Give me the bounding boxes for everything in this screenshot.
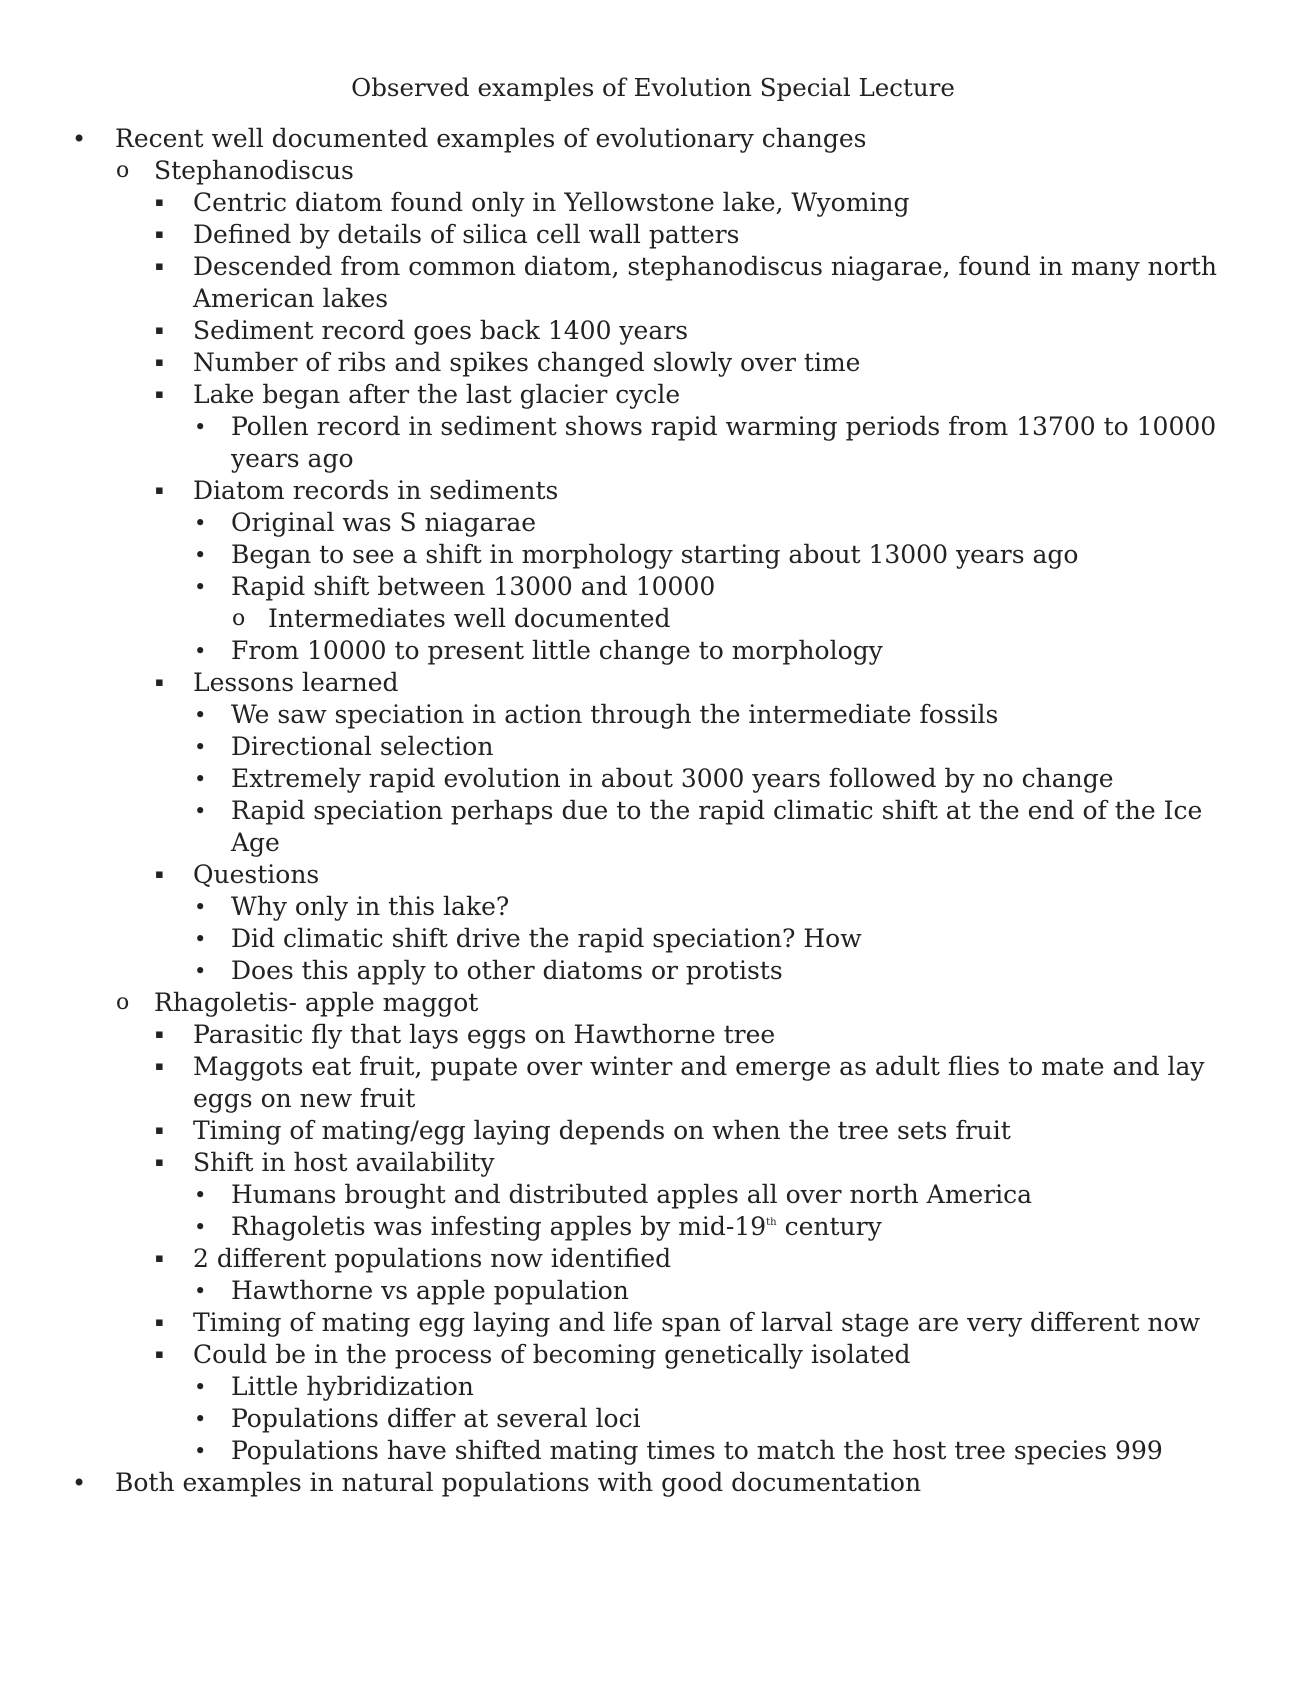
bullet-marker: • <box>194 735 207 759</box>
item-text: Humans brought and distributed apples all over north America <box>231 1180 1033 1209</box>
outline-item-text <box>231 795 1241 859</box>
item-text: 2 different populations now identified <box>193 1244 672 1273</box>
item-text: We saw speciation in action through the intermediate fossils <box>231 700 999 729</box>
outline-item-level-3 <box>0 699 1306 731</box>
bullet-marker: ▪ <box>155 1315 164 1330</box>
item-text: Parasitic fly that lays eggs on Hawthorne tree <box>193 1020 776 1049</box>
item-text: From 10000 to present little change to morphology <box>231 636 883 665</box>
outline-item-level-3 <box>0 635 1306 667</box>
outline-item-level-1 <box>0 155 1306 187</box>
bullet-marker: • <box>194 415 207 439</box>
item-text: Populations differ at several loci <box>231 1404 641 1433</box>
item-text: Intermediates well documented <box>268 604 671 633</box>
outline-item-level-3 <box>0 923 1306 955</box>
bullet-marker: o <box>232 606 246 631</box>
item-text: Diatom records in sediments <box>193 476 559 505</box>
item-text: Descended from common diatom, stephanodiscus niagarae, found in many north American lakes <box>193 252 1217 313</box>
outline-item-text <box>231 1179 1241 1211</box>
outline-item-text <box>193 1051 1233 1115</box>
outline-item-level-3 <box>0 539 1306 571</box>
outline-item-text <box>154 155 1306 187</box>
bullet-marker: • <box>194 543 207 567</box>
item-text: Rapid shift between 13000 and 10000 <box>231 572 716 601</box>
outline-item-text <box>193 251 1233 315</box>
bullet-marker: • <box>72 1469 87 1497</box>
item-text: Rhagoletis was infesting apples by mid-19 <box>231 1212 767 1241</box>
bullet-marker: • <box>194 575 207 599</box>
outline-item-level-3 <box>0 411 1306 475</box>
bullet-marker: ▪ <box>155 323 164 338</box>
outline-item-level-3 <box>0 891 1306 923</box>
outline-item-level-3 <box>0 571 1306 603</box>
item-text: Questions <box>193 860 320 889</box>
bullet-marker: ▪ <box>155 355 164 370</box>
outline-item-text <box>193 187 1233 219</box>
bullet-marker: o <box>116 990 130 1015</box>
item-text: Shift in host availability <box>193 1148 495 1177</box>
bullet-marker: ▪ <box>155 483 164 498</box>
item-text: Could be in the process of becoming genetically isolated <box>193 1340 911 1369</box>
outline-item-text <box>231 763 1241 795</box>
item-text: Began to see a shift in morphology starting about 13000 years ago <box>231 540 1079 569</box>
item-text: Timing of mating/egg laying depends on when the tree sets fruit <box>193 1116 1011 1145</box>
item-text: Did climatic shift drive the rapid speciation? How <box>231 924 862 953</box>
outline-item-text <box>193 315 1233 347</box>
outline-item-level-2 <box>0 859 1306 891</box>
item-text: Timing of mating egg laying and life span of larval stage are very different now <box>193 1308 1201 1337</box>
outline-item-text <box>231 571 1241 603</box>
outline-item-text <box>231 731 1241 763</box>
outline-item-level-2 <box>0 379 1306 411</box>
outline-item-text <box>193 859 1233 891</box>
outline-item-level-4 <box>0 603 1306 635</box>
bullet-marker: ▪ <box>155 259 164 274</box>
outline-item-level-3 <box>0 1435 1306 1467</box>
bullet-marker: ▪ <box>155 1155 164 1170</box>
bullet-marker: • <box>194 1215 207 1239</box>
outline-item-level-3 <box>0 1403 1306 1435</box>
outline-item-text <box>193 1307 1233 1339</box>
item-text: Extremely rapid evolution in about 3000 years followed by no change <box>231 764 1114 793</box>
outline-item-level-3 <box>0 731 1306 763</box>
item-text: Directional selection <box>231 732 494 761</box>
outline-item-text <box>115 1467 1306 1499</box>
outline-item-text <box>115 123 1306 155</box>
outline-item-text <box>231 411 1241 475</box>
item-text: Both examples in natural populations with good documentation <box>115 1468 922 1497</box>
bullet-marker: • <box>194 767 207 791</box>
item-text: Recent well documented examples of evolutionary changes <box>115 124 867 153</box>
bullet-marker: ▪ <box>155 195 164 210</box>
outline-item-text <box>193 667 1233 699</box>
item-text: Little hybridization <box>231 1372 474 1401</box>
item-text: Populations have shifted mating times to match the host tree species 999 <box>231 1436 1163 1465</box>
outline-item-text <box>231 891 1241 923</box>
outline-item-level-2 <box>0 315 1306 347</box>
outline-item-level-2 <box>0 1243 1306 1275</box>
outline-item-level-2 <box>0 1019 1306 1051</box>
outline-item-text <box>231 1403 1241 1435</box>
outline-item-level-2 <box>0 219 1306 251</box>
outline-item-text <box>193 347 1233 379</box>
outline-item-level-2 <box>0 1307 1306 1339</box>
bullet-marker: • <box>194 799 207 823</box>
outline-item-text <box>231 1371 1241 1403</box>
outline-item-text <box>231 1211 1241 1243</box>
bullet-marker: • <box>194 895 207 919</box>
bullet-marker: ▪ <box>155 1059 164 1074</box>
item-text: Maggots eat fruit, pupate over winter and emerge as adult flies to mate and lay eggs on new fruit <box>193 1052 1205 1113</box>
superscript: th <box>766 1217 777 1228</box>
item-text: Rhagoletis- apple maggot <box>154 988 479 1017</box>
outline-item-level-3 <box>0 1371 1306 1403</box>
item-text: Rapid speciation perhaps due to the rapid climatic shift at the end of the Ice Age <box>231 796 1203 857</box>
item-text: Pollen record in sediment shows rapid warming periods from 13700 to 10000 years ago <box>231 412 1217 473</box>
bullet-marker: ▪ <box>155 387 164 402</box>
bullet-marker: ▪ <box>155 1123 164 1138</box>
outline-item-text <box>193 475 1233 507</box>
bullet-marker: o <box>116 158 130 183</box>
outline-item-level-2 <box>0 1051 1306 1115</box>
outline-item-text <box>231 699 1241 731</box>
outline-item-level-3 <box>0 1275 1306 1307</box>
outline-item-text <box>231 955 1241 987</box>
outline-item-level-2 <box>0 667 1306 699</box>
item-text: Hawthorne vs apple population <box>231 1276 629 1305</box>
bullet-marker: ▪ <box>155 227 164 242</box>
bullet-marker: • <box>194 639 207 663</box>
bullet-marker: • <box>194 1375 207 1399</box>
item-text: Original was S niagarae <box>231 508 537 537</box>
outline-item-text <box>193 1243 1233 1275</box>
outline-item-level-3 <box>0 763 1306 795</box>
bullet-marker: • <box>194 511 207 535</box>
outline-item-level-2 <box>0 347 1306 379</box>
outline-item-level-0 <box>0 1467 1306 1499</box>
outline-item-level-1 <box>0 987 1306 1019</box>
bullet-marker: ▪ <box>155 867 164 882</box>
outline-item-text <box>231 1435 1241 1467</box>
outline-item-level-0 <box>0 123 1306 155</box>
bullet-marker: • <box>194 1183 207 1207</box>
bullet-marker: • <box>194 703 207 727</box>
bullet-marker: ▪ <box>155 1027 164 1042</box>
outline-item-level-3 <box>0 955 1306 987</box>
outline-list <box>0 123 1306 1499</box>
item-text: Lessons learned <box>193 668 399 697</box>
bullet-marker: • <box>194 1439 207 1463</box>
bullet-marker: • <box>194 1407 207 1431</box>
outline-item-text <box>154 987 1306 1019</box>
item-text: Does this apply to other diatoms or protists <box>231 956 783 985</box>
outline-item-text <box>231 507 1241 539</box>
outline-item-text <box>268 603 1306 635</box>
outline-item-text <box>193 1019 1233 1051</box>
outline-item-text <box>231 539 1241 571</box>
outline-item-text <box>193 219 1233 251</box>
bullet-marker: ▪ <box>155 1251 164 1266</box>
outline-item-level-2 <box>0 187 1306 219</box>
bullet-marker: • <box>194 1279 207 1303</box>
outline-item-level-2 <box>0 1115 1306 1147</box>
outline-item-text <box>193 379 1233 411</box>
item-text: Lake began after the last glacier cycle <box>193 380 681 409</box>
bullet-marker: • <box>194 959 207 983</box>
outline-item-level-3 <box>0 507 1306 539</box>
outline-item-text <box>193 1339 1233 1371</box>
bullet-marker: ▪ <box>155 1347 164 1362</box>
outline-item-text <box>231 923 1241 955</box>
outline-item-text <box>231 1275 1241 1307</box>
outline-item-level-2 <box>0 1339 1306 1371</box>
outline-item-level-2 <box>0 1147 1306 1179</box>
item-text-continued: century <box>776 1212 882 1241</box>
outline-item-text <box>231 635 1241 667</box>
item-text: Sediment record goes back 1400 years <box>193 316 689 345</box>
outline-item-level-2 <box>0 475 1306 507</box>
outline-item-level-3 <box>0 1211 1306 1243</box>
item-text: Centric diatom found only in Yellowstone lake, Wyoming <box>193 188 910 217</box>
document-title: Observed examples of Evolution Special Lecture <box>351 73 955 102</box>
item-text: Stephanodiscus <box>154 156 354 185</box>
outline-item-level-2 <box>0 251 1306 315</box>
outline-item-level-3 <box>0 795 1306 859</box>
bullet-marker: • <box>72 125 87 153</box>
outline-item-text <box>193 1147 1233 1179</box>
outline-item-text <box>193 1115 1233 1147</box>
item-text: Number of ribs and spikes changed slowly over time <box>193 348 861 377</box>
item-text: Defined by details of silica cell wall patters <box>193 220 740 249</box>
item-text: Why only in this lake? <box>231 892 510 921</box>
bullet-marker: ▪ <box>155 675 164 690</box>
outline-item-level-3 <box>0 1179 1306 1211</box>
bullet-marker: • <box>194 927 207 951</box>
